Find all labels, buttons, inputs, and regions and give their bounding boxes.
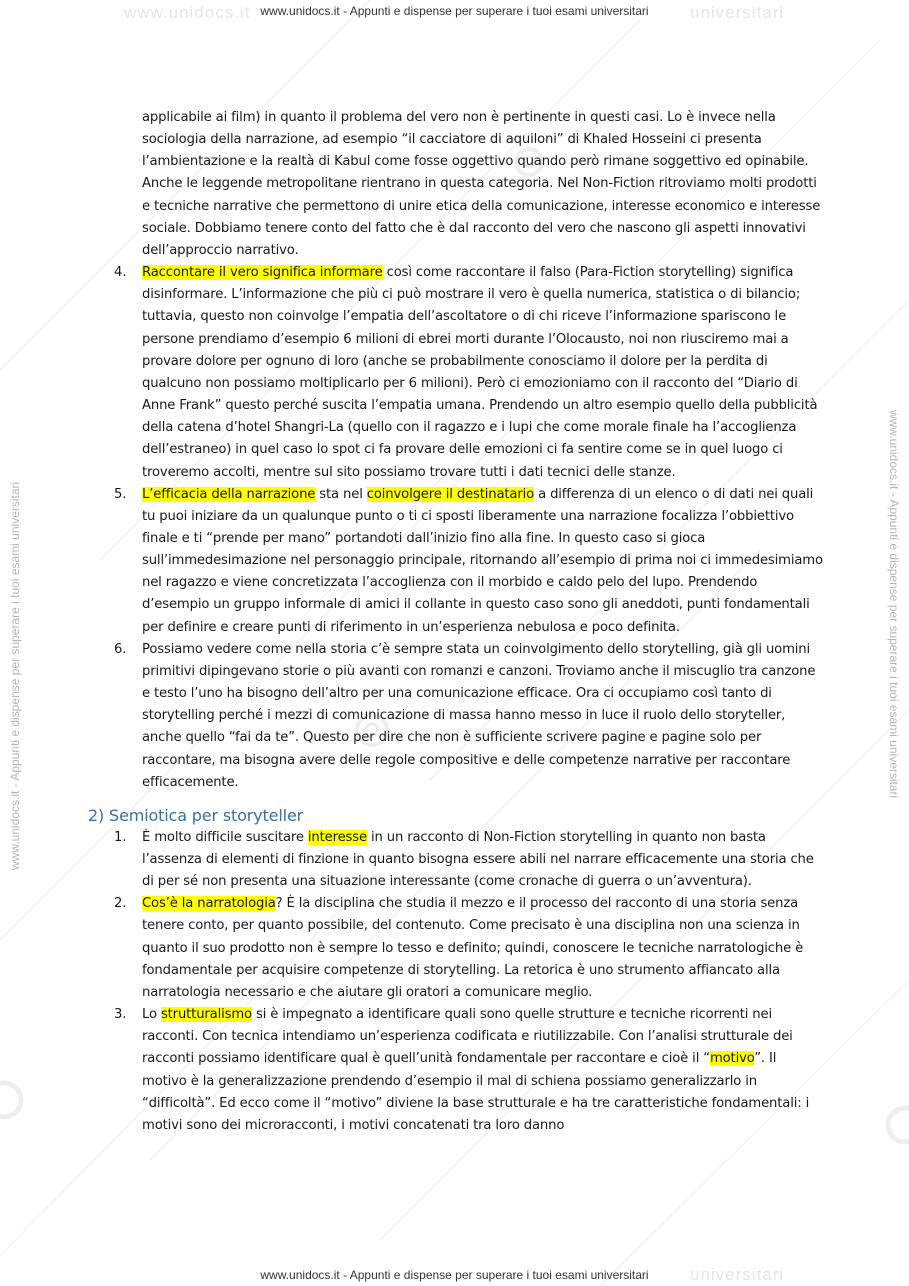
watermark-side-left: www.unidocs.it - Appunti e dispense per superare i tuoi esami universitari	[8, 481, 22, 870]
list-number: 4.	[114, 265, 127, 281]
highlighted-text: Cos’è la narratologia	[142, 896, 276, 912]
paragraph-text: applicabile ai film) in quanto il problema del vero non è pertinente in questi casi. Lo è invece nella sociologia della narrazione, ad esempio “il cacciatore di aquiloni” di Khaled Hosseini ci presenta l’ambientazione e la realtà di Kabul come fosse oggettivo quando però rimane soggettivo ed opinabile. Anche le leggende metropolitane rientrano in questa categoria. Nel Non-Fiction ritroviamo molti prodotti e tecniche narrative che permettono di unire etica della comunicazione, interesse economico e interesse sociale. Dobbiamo tenere conto del fatto che è dal racconto del vero che nascono gli aspetti innovativi dell’approccio narrativo.	[142, 110, 821, 258]
paragraph-text: È molto difficile suscitare	[142, 829, 308, 845]
highlighted-text: motivo	[709, 1051, 755, 1067]
paragraph-text: sta nel	[315, 486, 367, 502]
watermark-ghost-left: www.unidocs.it	[124, 3, 251, 22]
watermark-side-right: www.unidocs.it - Appunti e dispense per superare i tuoi esami universitari	[887, 410, 901, 799]
paragraph-text: Possiamo vedere come nella storia c’è sempre stata un coinvolgimento dello storytelling, già gli uomini primitivi dipingevano storie o più avanti con romanzi e canzoni. Troviamo anche il miscuglio tra canzone e testo l’uno ha bisogno dell’altro per una comunicazione efficace. Ora ci occupiamo così tanto di storytelling perché i mezzi di comunicazione di massa hanno messo in luce il ruolo dello storyteller, anche quello “fai da te”. Questo per dire che non è sufficiente scrivere pagine e pagine solo per raccontare, ma bisogna avere delle regole compositive e delle competenze narrative per raccontare efficacemente.	[142, 641, 816, 790]
unidocs-logo-icon	[0, 1075, 28, 1125]
paragraph-text: si è impegnato a identificare quali sono quelle strutture e tecniche ricorrenti nei racconti. Con tecnica intendiamo un’esperienza codificata e riutilizzabile. Con l’analisi strutturale dei racconti possiamo identificare qual è quell’unità fondamentale per raccontare e cioè il “	[142, 1007, 793, 1067]
list-number: 1.	[114, 829, 127, 845]
highlighted-text: Raccontare il vero significa informare	[142, 265, 383, 281]
list-number: 2.	[114, 896, 127, 912]
highlighted-text: strutturalismo	[160, 1007, 252, 1023]
highlighted-text: coinvolgere il destinatario	[366, 486, 535, 502]
section-heading: 2) Semiotica per storyteller	[88, 805, 304, 825]
unidocs-logo-icon	[880, 1100, 909, 1150]
list-number: 5.	[114, 486, 127, 502]
list-item	[88, 1004, 823, 1137]
list-item-continuation	[88, 107, 823, 262]
watermark-ghost-right: universitari	[690, 3, 785, 22]
list-item	[88, 827, 823, 893]
document-body	[88, 107, 823, 1137]
paragraph-text: così come raccontare il falso (Para-Fiction storytelling) significa disinformare. L’informazione che più ci può mostrare il vero è quella numerica, statistica o di bilancio; tuttavia, questo non coinvolge l’empatia dell’ascoltatore o di chi riceve l’informazione spariscono le persone prendiamo d’esempio 6 milioni di ebrei morti durante l’Olocausto, noi non riusciremo mai a provare dolore per ognuno di loro (anche se probabilmente conosciamo il dolore per la perdita di qualcuno non possiamo moltiplicarlo per 6 milioni). Però ci emozioniamo con il racconto del “Diario di Anne Frank” questo perché suscita l’empatia umana. Prendendo un altro esempio quello della pubblicità della catena d’hotel Shangri-La (quello con il ragazzo e i lupi che come morale finale ha l’accoglienza dell’estraneo) in quel caso lo spot ci fa provare delle emozioni ci fa sentire come se in quel luogo ci troveremo accolti, mentre sul sito possiamo trovare tutti i dati tecnici delle stanze.	[142, 265, 818, 480]
paragraph-text: Lo	[142, 1007, 161, 1023]
list-item	[88, 893, 823, 1004]
highlighted-text: interesse	[307, 829, 367, 845]
paragraph-text: in un racconto di Non-Fiction storytelling in quanto non basta l’assenza di elementi di finzione in quanto bisogna essere abili nel narrare efficacemente una storia che di per sé non presenta una situazione interessante (come cronache di guerra o un’avventura).	[142, 829, 814, 890]
list-item	[88, 639, 823, 794]
highlighted-text: L’efficacia della narrazione	[142, 486, 316, 502]
paragraph-text: ”. Il motivo è la generalizzazione prendendo d’esempio il mal di schiena possiamo generalizzarlo in “difficoltà”. Ed ecco come il “motivo” diviene la base strutturale e ha tre caratteristiche fondamentali: i motivi sono dei microracconti, i motivi concatenati tra loro danno	[142, 1051, 810, 1133]
paragraph-text: a differenza di un elenco o di dati nei quali tu puoi iniziare da un qualunque punto o ti ci sposti liberamente una narrazione focalizza l’obbiettivo finale e ti “prende per mano” portandoti dall’inizio fino alla fine. In questo caso si gioca sull’immedesimazione nel personaggio principale, ritornando all’esempio di prima noi ci immedesimiamo nel ragazzo e viene concretizzata l’accoglienza con il morbido e caldo pelo del lupo. Prendendo d’esempio un gruppo informale di amici il collante in questo caso sono gli aneddoti, punti fondamentali per definire e creare punti di riferimento in un’esperienza nebulosa e poco definita.	[142, 486, 823, 635]
watermark-header: www.unidocs.it - Appunti e dispense per superare i tuoi esami universitari	[260, 4, 649, 18]
paragraph-text: ? È la disciplina che studia il mezzo e il processo del racconto di una storia senza tenere conto, per quanto possibile, del contenuto. Come precisato è una disciplina non una scienza in quanto il suo prodotto non è sempre lo tesso e definito; quindi, conoscere le tecniche narratologiche è fondamentale per acquisire competenze di storytelling. La retorica è uno strumento affiancato alla narratologia necessario e che aiutare gli oratori a comunicare meglio.	[142, 896, 804, 1000]
watermark-footer: www.unidocs.it - Appunti e dispense per superare i tuoi esami universitari	[260, 1268, 649, 1282]
list-item	[88, 484, 823, 639]
watermark-ghost-right: universitari	[690, 1265, 785, 1284]
list-item	[88, 262, 823, 484]
list-number: 3.	[114, 1007, 127, 1023]
list-number: 6.	[114, 641, 127, 657]
